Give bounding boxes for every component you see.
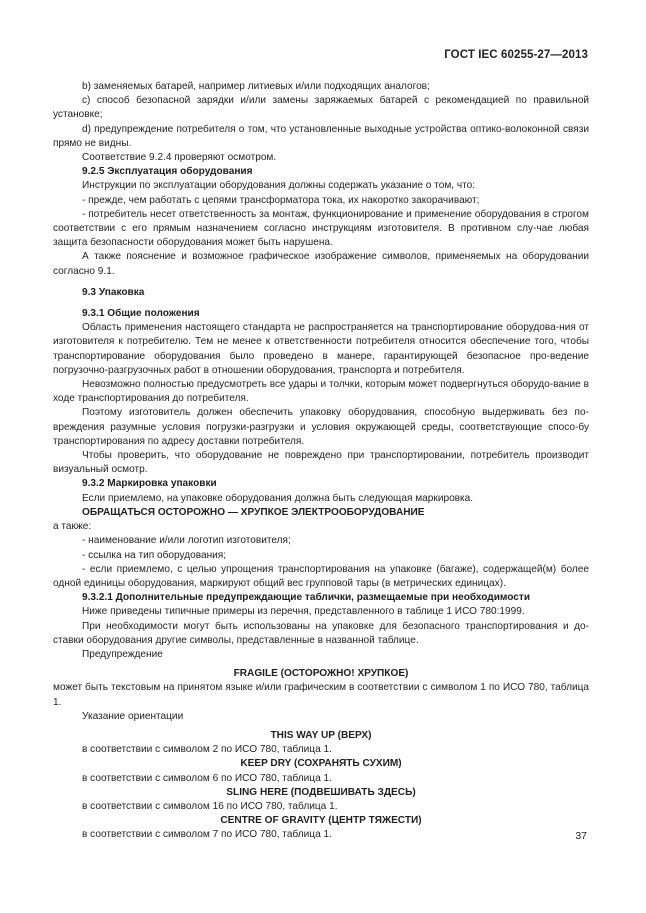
label-text: Указание ориентации — [82, 710, 184, 722]
section-heading-9-2-5: 9.2.5 Эксплуатация оборудования — [82, 166, 253, 178]
bullet-item: - если приемлемо, с целью упрощения транспортирования на упаковке (багаже), содержащей(м) более одной единицы оборудования, маркируют общий вес групповой тары (в метрических единицах). — [53, 563, 589, 589]
document-body — [53, 80, 589, 843]
reference-text: в соответствии с символом 6 по ИСО 780, таблица 1. — [82, 772, 332, 784]
list-item-c: c) способ безопасной зарядки и/или замены заряжаемых батарей с рекомендацией по правильной установке; — [53, 95, 589, 121]
paragraph: При необходимости могут быть использованы на упаковке для безопасного транспортирования и до-ставки оборудования другие символы, представленные в названной таблице. — [53, 620, 589, 646]
marking-this-way-up: THIS WAY UP (ВЕРХ) — [270, 729, 372, 741]
paragraph: а также: — [53, 521, 92, 533]
section-heading-9-3-2-1: 9.3.2.1 Дополнительные предупреждающие таблички, размещаемые при необходимости — [82, 592, 531, 604]
reference-text: в соответствии с символом 7 по ИСО 780, таблица 1. — [82, 829, 332, 841]
label-text: Предупреждение — [82, 648, 163, 660]
marking-centre-of-gravity: CENTRE OF GRAVITY (ЦЕНТР ТЯЖЕСТИ) — [220, 815, 422, 827]
marking-text: ОБРАЩАТЬСЯ ОСТОРОЖНО — ХРУПКОЕ ЭЛЕКТРООБОРУДОВАНИЕ — [82, 506, 425, 518]
standard-header: ГОСТ IEC 60255-27—2013 — [444, 49, 588, 61]
paragraph: Невозможно полностью предусмотреть все удары и толчки, которым может подвергнуться оборудо-вание в ходе транспортирования до потребителя. — [53, 379, 589, 405]
section-heading-9-3-2: 9.3.2 Маркировка упаковки — [82, 478, 217, 490]
marking-keep-dry: KEEP DRY (СОХРАНЯТЬ СУХИМ) — [240, 758, 402, 770]
bullet-item: - ссылка на тип оборудования; — [82, 549, 227, 561]
paragraph: Область применения настоящего стандарта не распространяется на транспортирование оборудова-ния от изготовителя к потребителю. Тем не менее к ответственности потребителя относится обеспечение того, чтобы транспортирование оборудования было проведено в манере, гарантирующей безопасное про-ведение погрузочно-разгрузочных работ в отношении оборудования, транспорта и потребителя. — [53, 322, 589, 376]
bullet-item: - наименование и/или логотип изготовителя; — [82, 535, 291, 547]
bullet-item: - прежде, чем работать с цепями трансформатора тока, их накоротко закорачивают; — [82, 194, 480, 206]
paragraph: Инструкции по эксплуатации оборудования должны содержать указание о том, что: — [82, 180, 476, 192]
page-number: 37 — [575, 830, 587, 842]
marking-fragile: FRAGILE (ОСТОРОЖНО! ХРУПКОЕ) — [233, 668, 409, 680]
paragraph: Поэтому изготовитель должен обеспечить упаковку оборудования, способную выдерживать без по-вреждения разумные условия погрузки-разгрузки и условия окружающей среды, соответствующие спосо-бу транспортирования по адресу доставки потребителя. — [53, 407, 589, 447]
section-heading-9-3-1: 9.3.1 Общие положения — [82, 308, 200, 320]
bullet-item: - потребитель несет ответственность за монтаж, функционирование и применение оборудования в строгом соответствии с его прямым назначением согласно инструкциям изготовителя. В противном слу-чае любая защита безопасности оборудования может быть нарушена. — [53, 208, 589, 249]
list-item-b: b) заменяемых батарей, например литиевых и/или подходящих аналогов; — [82, 81, 430, 92]
paragraph: А также пояснение и возможное графическое изображение символов, применяемых на оборудовании согласно 9.1. — [53, 251, 589, 277]
marking-sling-here: SLING HERE (ПОДВЕШИВАТЬ ЗДЕСЬ) — [226, 786, 416, 798]
reference-text: в соответствии с символом 16 по ИСО 780, таблица 1. — [82, 800, 338, 812]
paragraph: Чтобы проверить, что оборудование не повреждено при транспортировании, потребитель производит визуальный осмотр. — [53, 450, 589, 476]
conformity-note: Соответствие 9.2.4 проверяют осмотром. — [82, 152, 277, 164]
reference-text: в соответствии с символом 2 по ИСО 780, таблица 1. — [82, 744, 332, 756]
list-item-d: d) предупреждение потребителя о том, что установленные выходные устройства оптико-волоконной связи прямо не видны. — [53, 123, 589, 149]
section-heading-9-3: 9.3 Упаковка — [82, 286, 145, 298]
paragraph: может быть текстовым на принятом языке и/или графическим в соответствии с символом 1 по ИСО 780, таблица 1. — [53, 682, 589, 708]
paragraph: Если приемлемо, на упаковке оборудования должна быть следующая маркировка. — [82, 492, 474, 504]
paragraph: Ниже приведены типичные примеры из перечня, представленного в таблице 1 ИСО 780:1999. — [82, 606, 525, 618]
